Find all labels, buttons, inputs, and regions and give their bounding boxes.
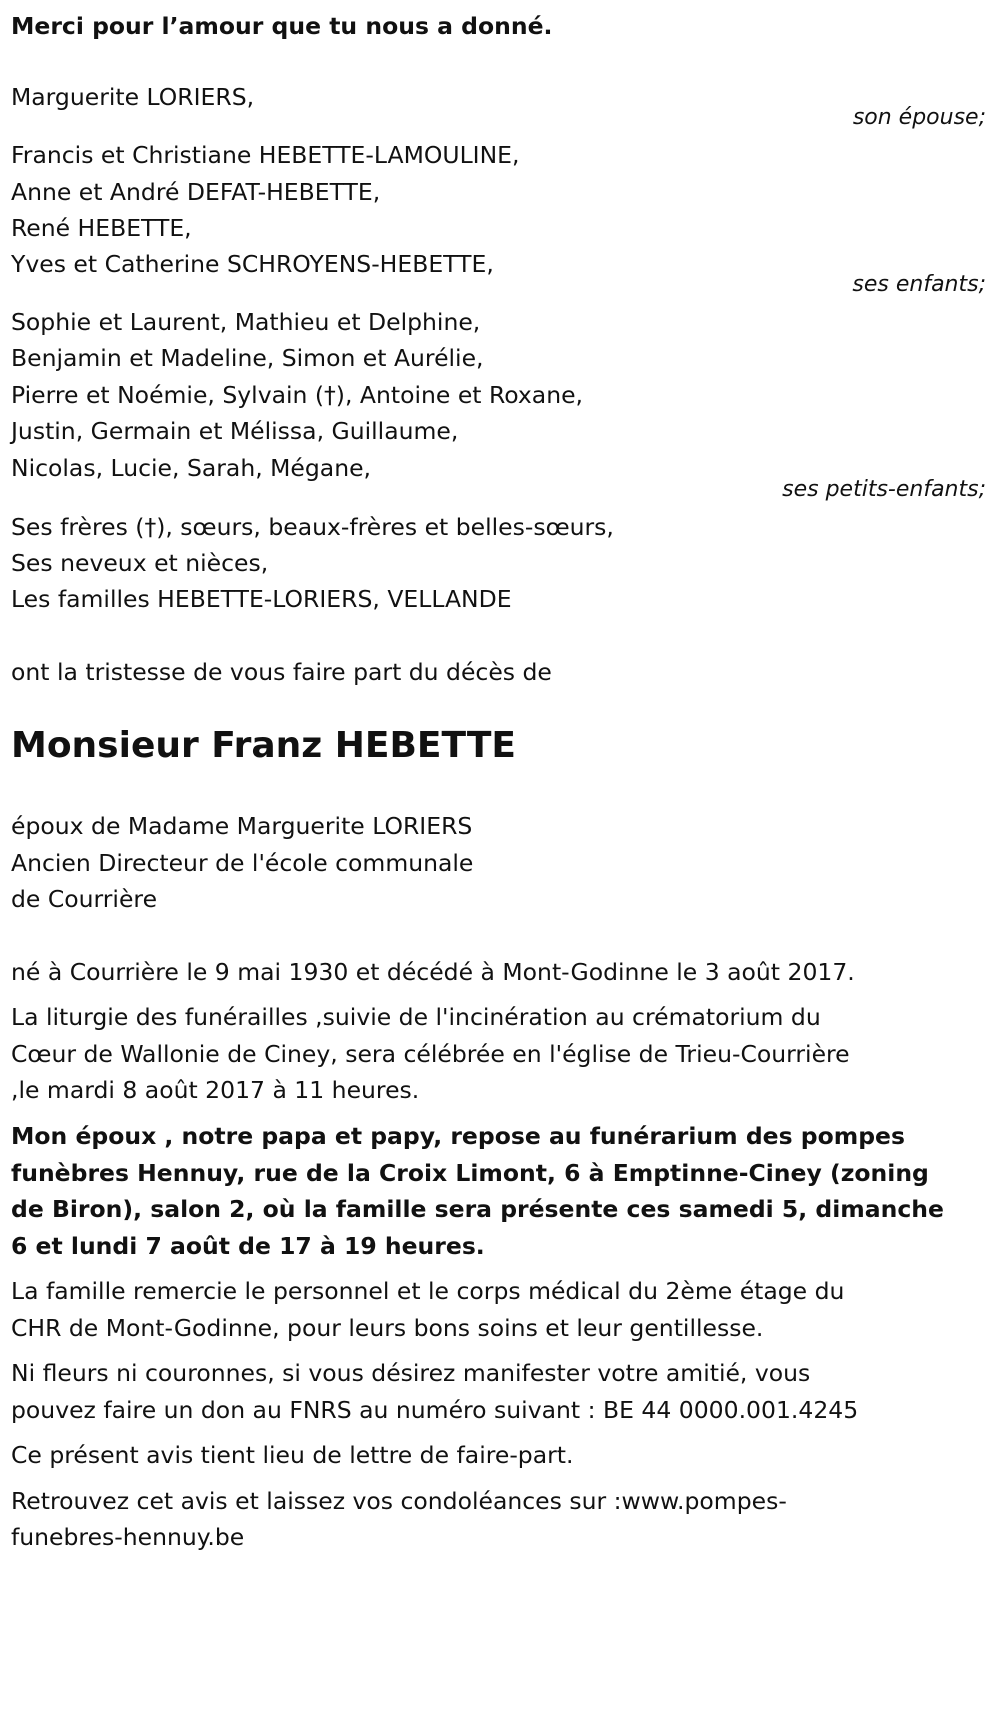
announcement-text: ont la tristesse de vous faire part du décès de: [11, 658, 552, 686]
visitation-line: 6 et lundi 7 août de 17 à 19 heures.: [11, 1232, 485, 1260]
thanks-line: La famille remercie le personnel et le corps médical du 2ème étage du: [11, 1277, 845, 1305]
liturgy-line: Cœur de Wallonie de Ciney, sera célébrée en l'église de Trieu-Courrière: [11, 1040, 850, 1068]
child-line: Anne et André DEFAT-HEBETTE,: [11, 178, 381, 206]
spouse-line: Marguerite LORIERS,: [11, 83, 255, 111]
child-line: Yves et Catherine SCHROYENS-HEBETTE,: [11, 250, 494, 278]
family-line: Ses neveux et nièces,: [11, 549, 269, 577]
birth-death-text: né à Courrière le 9 mai 1930 et décédé à Mont-Godinne le 3 août 2017.: [11, 958, 855, 986]
grandchild-line: Pierre et Noémie, Sylvain (†), Antoine et Roxane,: [11, 381, 584, 409]
deceased-info-line: époux de Madame Marguerite LORIERS: [11, 812, 473, 840]
family-line: Ses frères (†), sœurs, beaux-frères et belles-sœurs,: [11, 513, 614, 541]
grandchild-line: Sophie et Laurent, Mathieu et Delphine,: [11, 308, 481, 336]
visitation-line: funèbres Hennuy, rue de la Croix Limont, 6 à Emptinne-Ciney (zoning: [11, 1159, 929, 1187]
condolences-line: Retrouvez cet avis et laissez vos condoléances sur :www.pompes-: [11, 1487, 787, 1515]
family-line: Les familles HEBETTE-LORIERS, VELLANDE: [11, 585, 512, 613]
notice-text: Ce présent avis tient lieu de lettre de faire-part.: [11, 1441, 574, 1469]
condolences-line: funebres-hennuy.be: [11, 1523, 245, 1551]
liturgy-line: La liturgie des funérailles ,suivie de l'incinération au crématorium du: [11, 1003, 821, 1031]
donation-line: Ni fleurs ni couronnes, si vous désirez manifester votre amitié, vous: [11, 1359, 811, 1387]
grandchild-line: Benjamin et Madeline, Simon et Aurélie,: [11, 344, 484, 372]
grandchildren-role: ses petits-enfants;: [782, 477, 986, 502]
grandchild-line: Nicolas, Lucie, Sarah, Mégane,: [11, 454, 372, 482]
donation-line: pouvez faire un don au FNRS au numéro suivant : BE 44 0000.001.4245: [11, 1396, 859, 1424]
child-line: René HEBETTE,: [11, 214, 192, 242]
spouse-role: son épouse;: [852, 105, 986, 130]
visitation-line: Mon époux , notre papa et papy, repose au funérarium des pompes: [11, 1122, 905, 1150]
visitation-line: de Biron), salon 2, où la famille sera présente ces samedi 5, dimanche: [11, 1195, 944, 1223]
deceased-info-line: Ancien Directeur de l'école communale: [11, 849, 474, 877]
children-role: ses enfants;: [852, 272, 986, 297]
grandchild-line: Justin, Germain et Mélissa, Guillaume,: [11, 417, 459, 445]
child-line: Francis et Christiane HEBETTE-LAMOULINE,: [11, 141, 520, 169]
deceased-name: Monsieur Franz HEBETTE: [11, 725, 517, 766]
deceased-info-line: de Courrière: [11, 885, 158, 913]
liturgy-line: ,le mardi 8 août 2017 à 11 heures.: [11, 1076, 420, 1104]
header-thanks: Merci pour l’amour que tu nous a donné.: [11, 12, 553, 40]
thanks-line: CHR de Mont-Godinne, pour leurs bons soins et leur gentillesse.: [11, 1314, 764, 1342]
